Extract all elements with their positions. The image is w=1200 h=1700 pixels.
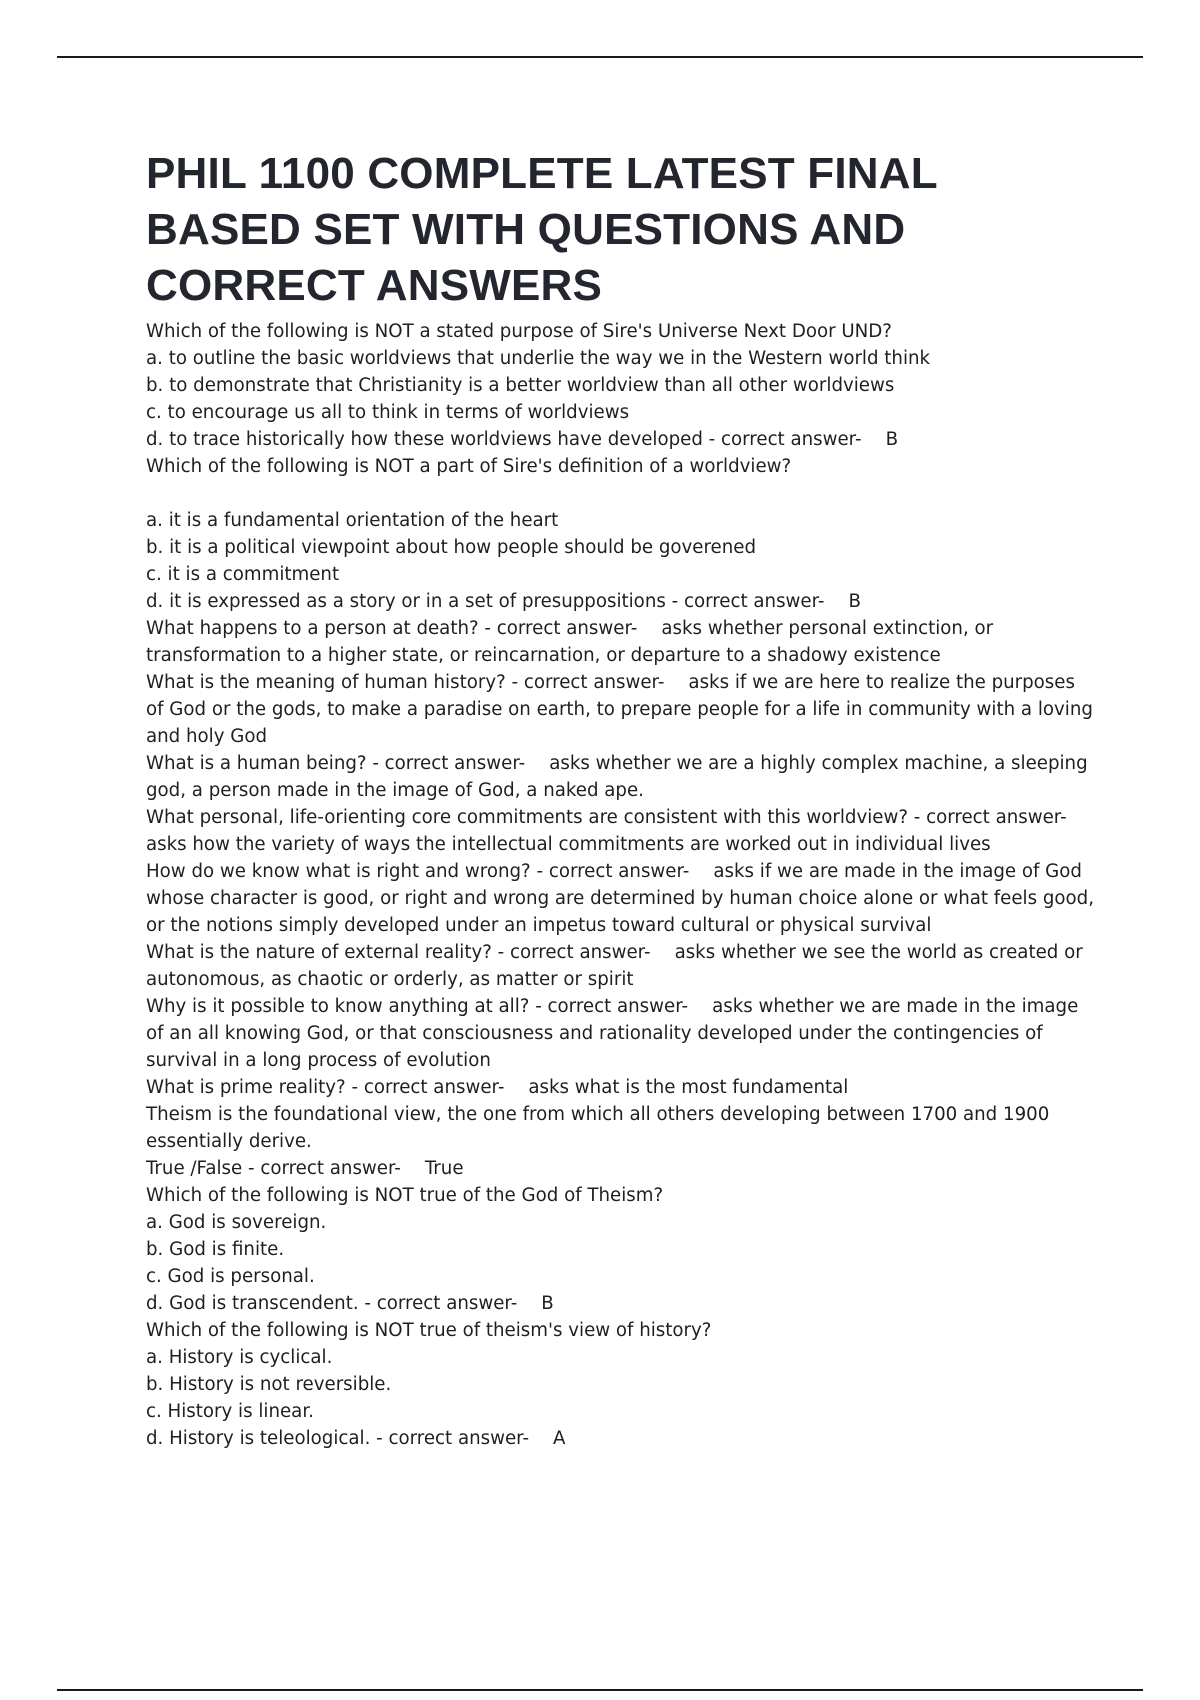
qa-item xyxy=(146,615,1096,669)
qa-item xyxy=(146,1155,1096,1182)
option-text: c. to encourage us all to think in terms of worldviews xyxy=(146,402,630,423)
option-text: d. History is teleological. - correct answer- xyxy=(146,1428,530,1449)
question-text: What is the meaning of human history? - correct answer- xyxy=(146,672,665,693)
answer-text: A xyxy=(553,1428,566,1449)
bottom-rule xyxy=(57,1689,1143,1691)
option-text: b. to demonstrate that Christianity is a better worldview than all other worldviews xyxy=(146,375,895,396)
option-with-answer xyxy=(146,1290,1096,1317)
option-text: c. History is linear. xyxy=(146,1401,314,1422)
option-text: d. it is expressed as a story or in a set of presuppositions - correct answer- xyxy=(146,591,825,612)
option-with-answer xyxy=(146,426,1096,453)
answer-text: asks if we are made in the image of God whose character is good, or right and wrong are determined by human choice alone or what feels good, or the notions simply developed under an impetus toward cultural or physical survival xyxy=(146,861,1094,936)
option-text: c. God is personal. xyxy=(146,1266,315,1287)
qa-item xyxy=(146,669,1096,750)
option-text: b. God is finite. xyxy=(146,1239,285,1260)
option-with-answer xyxy=(146,1425,1096,1452)
answer-text: asks whether we are made in the image of an all knowing God, or that consciousness and rationality developed under the contingencies of survival in a long process of evolution xyxy=(146,996,1079,1071)
qa-item xyxy=(146,804,1096,858)
top-rule xyxy=(57,56,1143,58)
document-body xyxy=(146,146,1096,1452)
question-text: Which of the following is NOT a part of Sire's definition of a worldview? xyxy=(146,456,792,477)
question-text: What is a human being? - correct answer- xyxy=(146,753,526,774)
option-text: c. it is a commitment xyxy=(146,564,340,585)
question-text: How do we know what is right and wrong? - correct answer- xyxy=(146,861,690,882)
answer-text: asks whether we are a highly complex machine, a sleeping god, a person made in the image of God, a naked ape. xyxy=(146,753,1088,801)
question-text: Which of the following is NOT true of the God of Theism? xyxy=(146,1185,664,1206)
answer-text: asks what is the most fundamental xyxy=(528,1077,849,1098)
question-text: What is prime reality? - correct answer- xyxy=(146,1077,505,1098)
answer-text: B xyxy=(848,591,861,612)
answer-text: asks how the variety of ways the intellectual commitments are worked out in individual lives xyxy=(146,834,991,855)
option-text: d. God is transcendent. - correct answer- xyxy=(146,1293,518,1314)
question-text: What happens to a person at death? - correct answer- xyxy=(146,618,638,639)
question-text: Which of the following is NOT a stated purpose of Sire's Universe Next Door UND? xyxy=(146,321,892,342)
blank-line xyxy=(146,480,1096,507)
option-text: a. History is cyclical. xyxy=(146,1347,333,1368)
answer-text: B xyxy=(885,429,899,450)
document-title: PHIL 1100 COMPLETE LATEST FINAL BASED SET WITH QUESTIONS AND CORRECT ANSWERS xyxy=(146,149,938,310)
question-text: What personal, life-orienting core commitments are consistent with this worldview? - correct answer- xyxy=(146,807,1067,828)
qa-item xyxy=(146,1074,1096,1101)
qa-content xyxy=(146,318,1096,1452)
answer-text: asks whether we see the world as created or autonomous, as chaotic or orderly, as matter or spirit xyxy=(146,942,1083,990)
qa-item xyxy=(146,750,1096,804)
qa-item xyxy=(146,993,1096,1074)
option-text: a. it is a fundamental orientation of the heart xyxy=(146,510,559,531)
answer-text: True xyxy=(424,1158,464,1179)
question-text: Why is it possible to know anything at all? - correct answer- xyxy=(146,996,689,1017)
question-text: True /False - correct answer- xyxy=(146,1158,401,1179)
option-text: a. God is sovereign. xyxy=(146,1212,327,1233)
option-text: b. it is a political viewpoint about how people should be goverened xyxy=(146,537,757,558)
question-text: Which of the following is NOT true of theism's view of history? xyxy=(146,1320,712,1341)
option-with-answer xyxy=(146,588,1096,615)
option-text: d. to trace historically how these worldviews have developed - correct answer- xyxy=(146,429,862,450)
qa-item xyxy=(146,939,1096,993)
qa-item xyxy=(146,858,1096,939)
answer-text: B xyxy=(541,1293,554,1314)
answer-text: asks whether personal extinction, or transformation to a higher state, or reincarnation, or departure to a shadowy existence xyxy=(146,618,994,666)
option-text: a. to outline the basic worldviews that underlie the way we in the Western world think xyxy=(146,348,931,369)
statement-text: Theism is the foundational view, the one from which all others developing between 1700 and 1900 essentially derive. xyxy=(146,1104,1050,1152)
answer-text: asks if we are here to realize the purposes of God or the gods, to make a paradise on earth, to prepare people for a life in community with a loving and holy God xyxy=(146,672,1093,747)
option-text: b. History is not reversible. xyxy=(146,1374,392,1395)
question-text: What is the nature of external reality? - correct answer- xyxy=(146,942,651,963)
